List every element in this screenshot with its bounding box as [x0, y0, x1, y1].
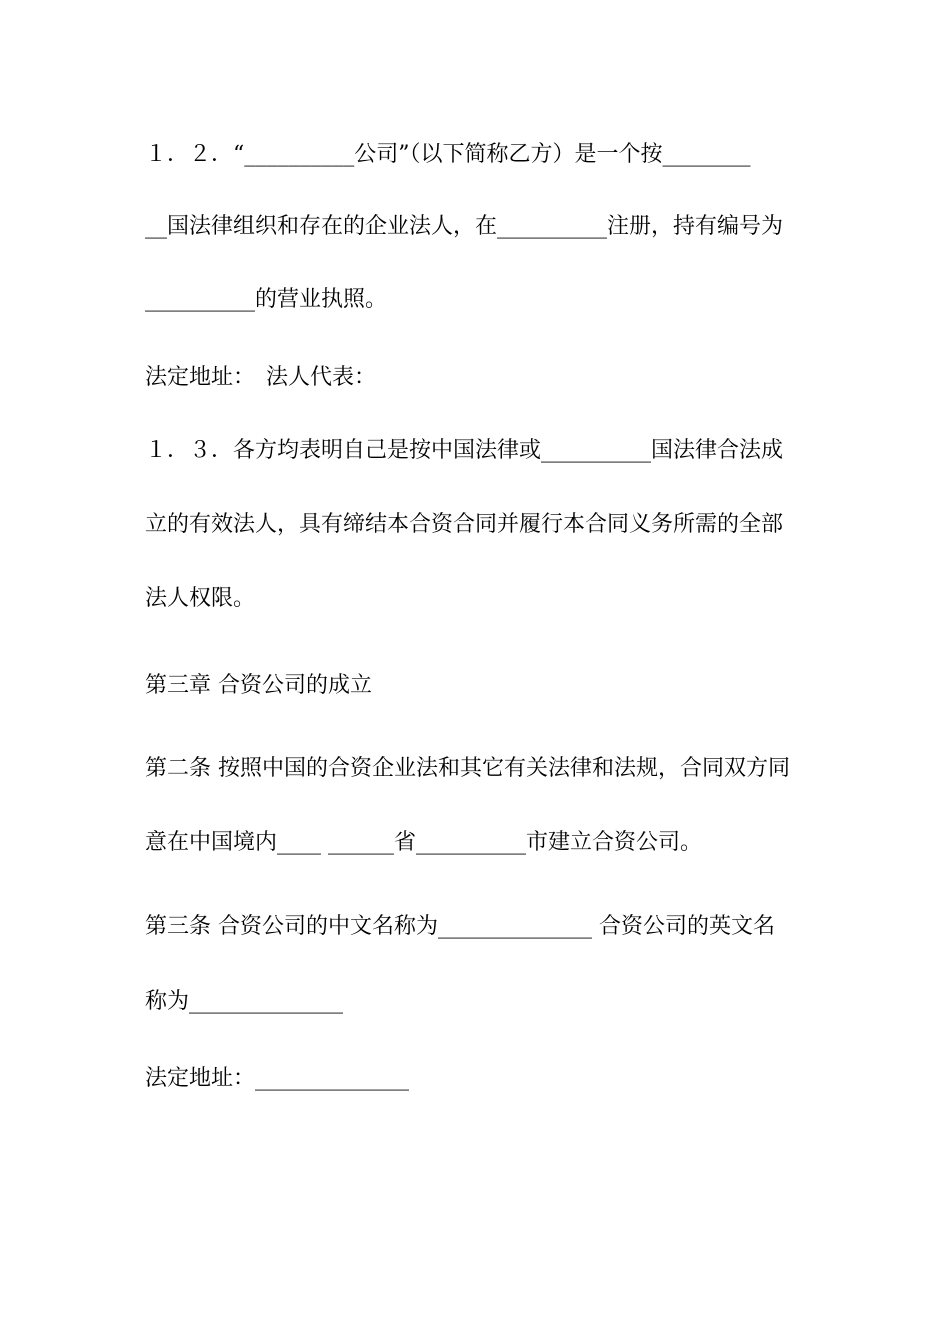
clause-1-3-line-2: 立的有效法人，具有缔结本合资合同并履行本合同义务所需的全部	[145, 512, 784, 537]
legal-address-line: 法定地址：______________	[145, 1066, 410, 1091]
clause-1-2-line-2: __国法律组织和存在的企业法人，在__________注册，持有编号为	[145, 214, 784, 239]
legal-address-representative-line: 法定地址： 法人代表：	[145, 365, 377, 390]
chapter-three-heading: 第三章 合资公司的成立	[145, 673, 372, 698]
clause-1-2-line-3: __________的营业执照。	[145, 287, 388, 312]
clause-1-2-line-1: １．２．“__________公司”（以下简称乙方）是一个按________	[145, 142, 751, 167]
article-three-line-2: 称为______________	[145, 989, 344, 1014]
clause-1-3-line-1: １．３．各方均表明自己是按中国法律或__________国法律合法成	[145, 438, 784, 463]
article-three-line-1: 第三条 合资公司的中文名称为______________ 合资公司的英文名	[145, 914, 775, 939]
article-two-line-2: 意在中国境内____ ______省__________市建立合资公司。	[145, 830, 702, 855]
article-two-line-1: 第二条 按照中国的合资企业法和其它有关法律和法规，合同双方同	[145, 756, 790, 781]
clause-1-3-line-3: 法人权限。	[145, 586, 256, 611]
